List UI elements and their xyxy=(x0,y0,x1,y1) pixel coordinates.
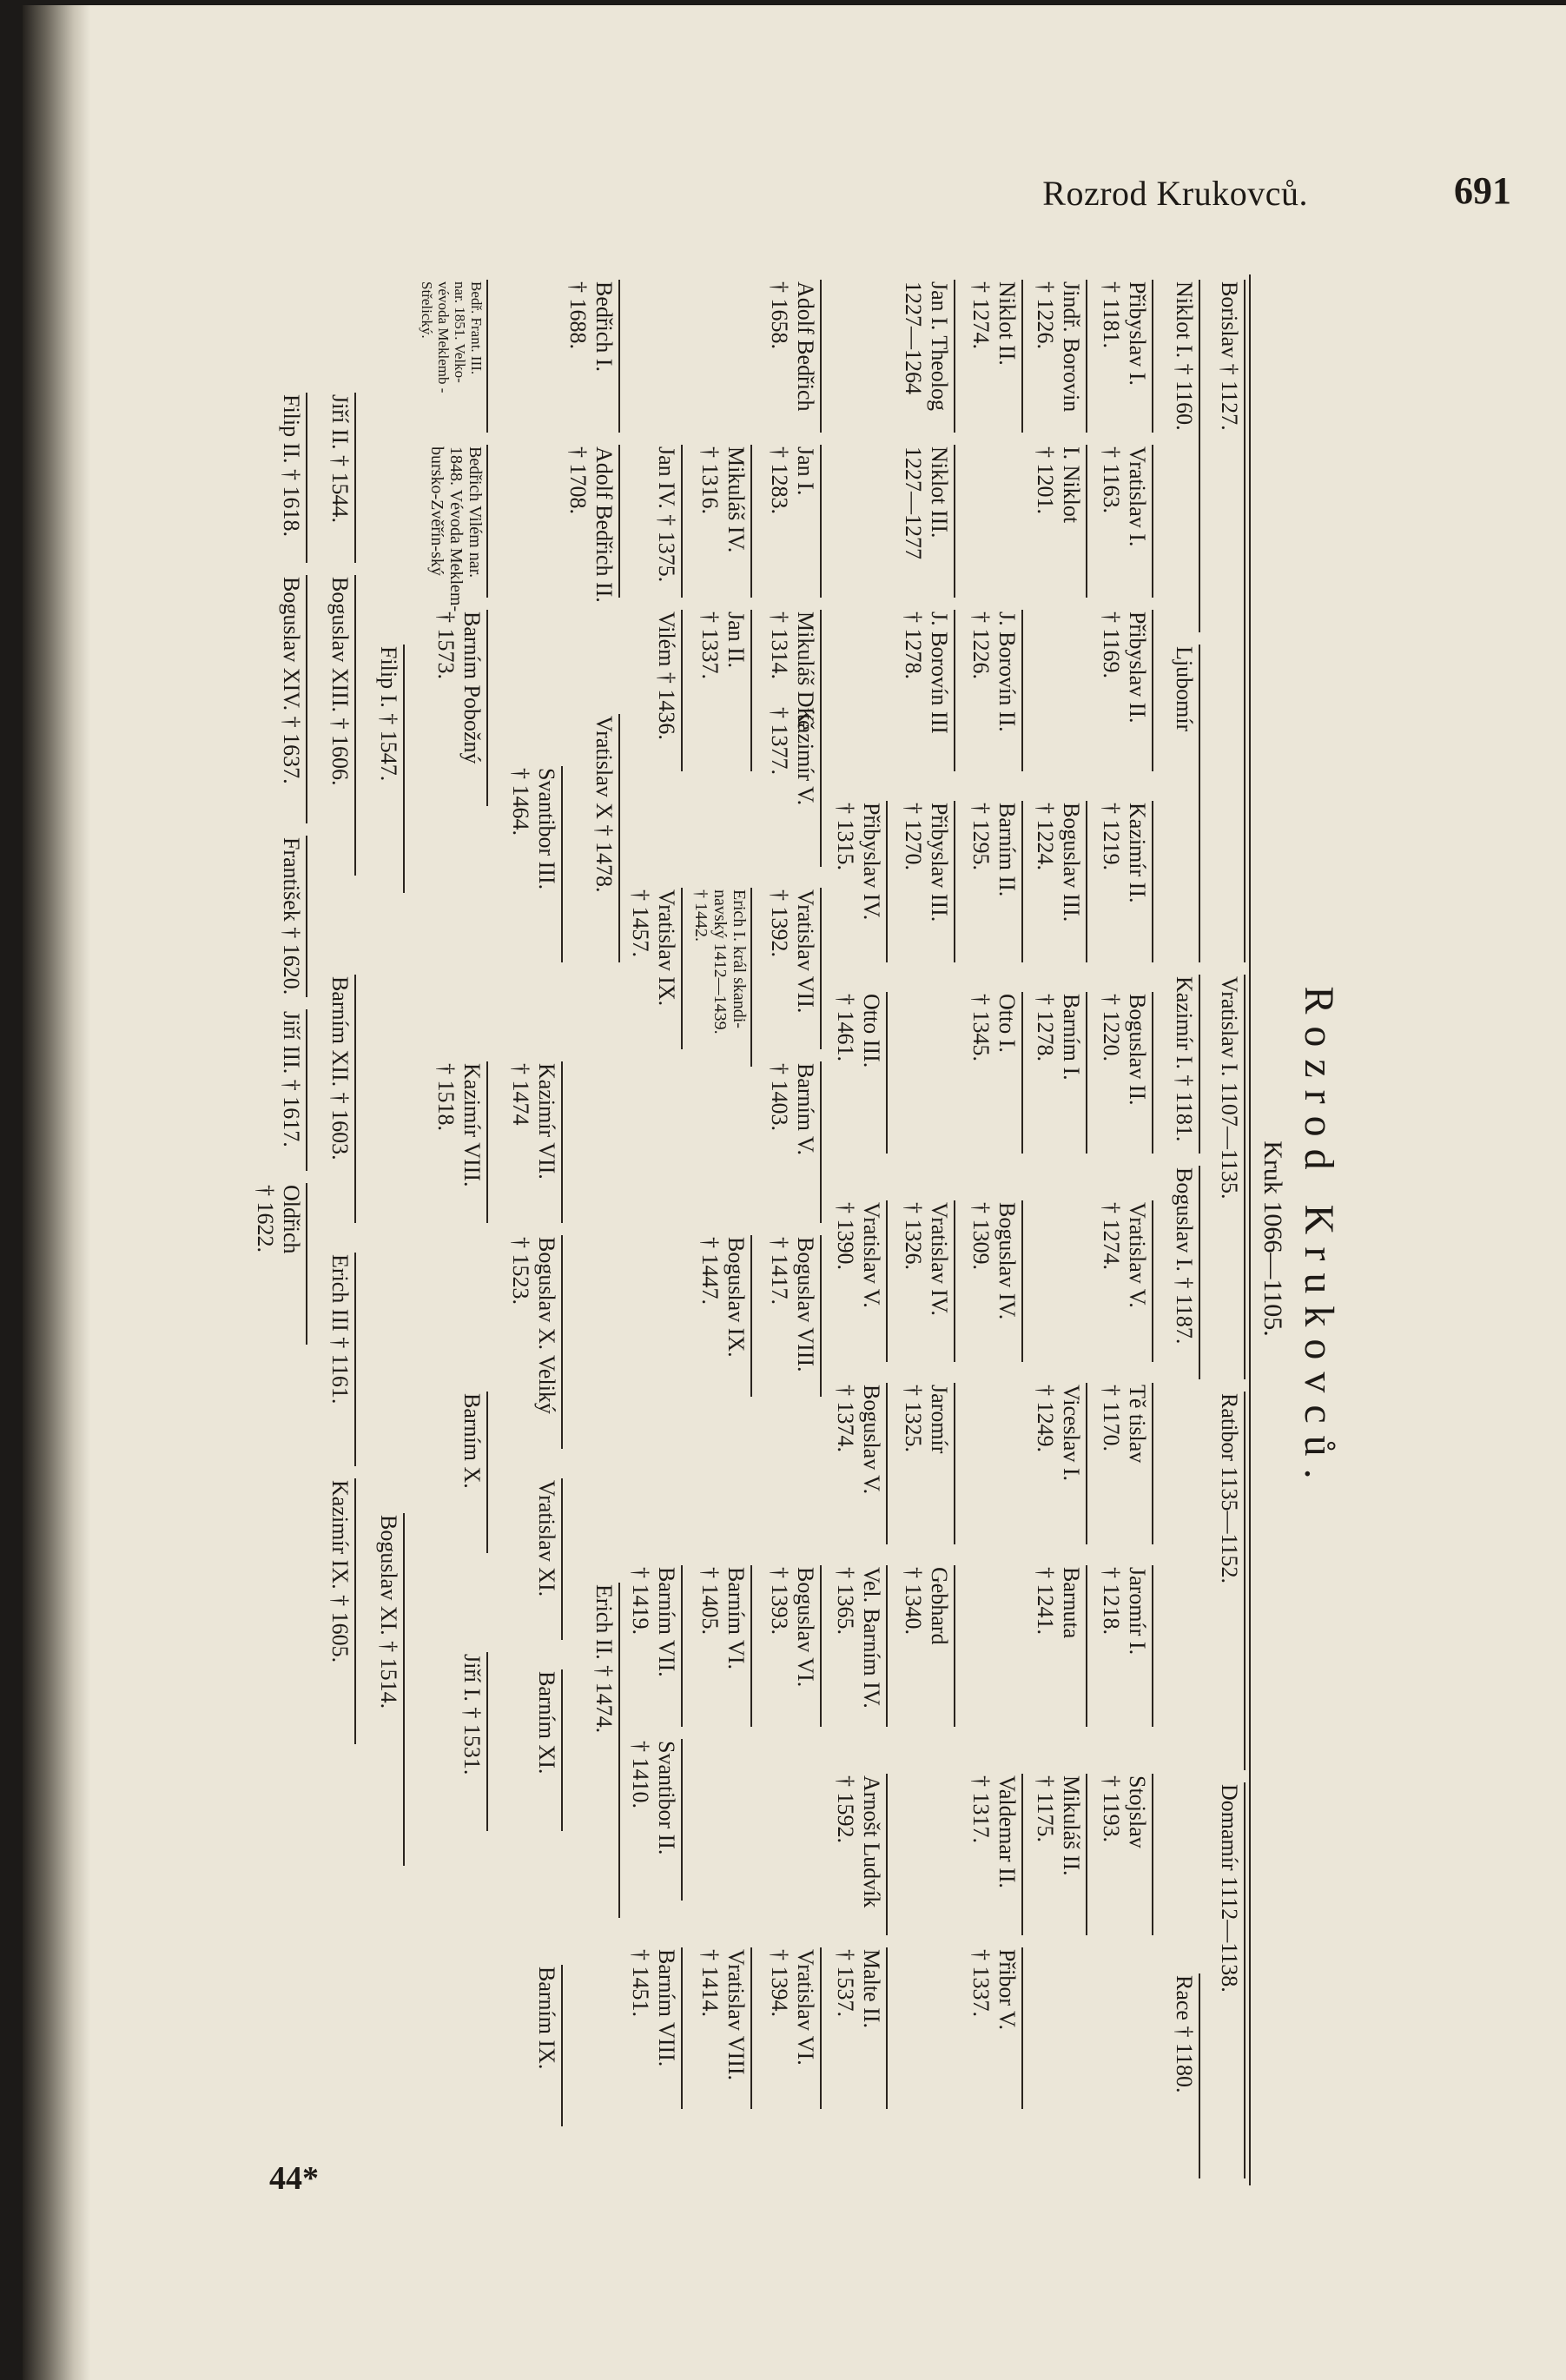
bracket-rule xyxy=(820,1061,822,1223)
person-entry: Barnuta † 1241. xyxy=(1033,1567,1084,1639)
person-entry: Boguslav V. † 1374. xyxy=(833,1385,884,1495)
bracket-rule xyxy=(354,1253,356,1466)
bracket-rule xyxy=(486,445,488,598)
person-entry: Vratislav VI. † 1394. xyxy=(767,1949,818,2066)
bracket-rule xyxy=(1244,1392,1246,1770)
person-entry: Mikuláš II. † 1175. xyxy=(1033,1775,1084,1876)
person-entry: Otto I. † 1345. xyxy=(968,994,1020,1061)
bracket-rule xyxy=(1152,1774,1153,1935)
person-entry: Kazimír VII. † 1474 xyxy=(508,1063,559,1180)
person-entry: Barním V. † 1403. xyxy=(767,1063,818,1155)
person-entry: Ratibor 1135—1152. xyxy=(1217,1393,1242,1584)
person-entry: Vratislav V. † 1274. xyxy=(1099,1202,1150,1308)
bracket-rule xyxy=(820,1235,822,1397)
bracket-rule xyxy=(1199,280,1200,632)
bracket-rule xyxy=(1021,280,1023,433)
person-entry: Přibyslav IV. † 1315. xyxy=(833,803,884,921)
person-entry: Bedř. Frant. III. nar. 1851. Velko- vévoda Meklemb - Střelický. xyxy=(419,281,485,393)
bracket-rule xyxy=(954,1565,955,1727)
person-entry: Vratislav VII. † 1392. xyxy=(767,889,818,1014)
bracket-rule xyxy=(403,645,405,893)
person-entry: Boguslav III. † 1224. xyxy=(1033,803,1084,922)
person-entry: Boguslav VIII. † 1417. xyxy=(767,1237,818,1372)
person-entry: Přibyslav II. † 1169. xyxy=(1099,612,1150,724)
person-entry: Boguslav IX. † 1447. xyxy=(697,1237,749,1358)
bracket-rule xyxy=(1021,1947,1023,2109)
bracket-rule xyxy=(1021,1774,1023,1935)
person-entry: Jaromír † 1325. xyxy=(901,1385,952,1454)
signature-mark: 44* xyxy=(269,2160,319,2197)
person-entry: František † 1620. xyxy=(279,837,304,995)
bracket-rule xyxy=(561,1061,563,1223)
bracket-rule xyxy=(750,610,752,771)
person-entry: Barním XI. xyxy=(534,1671,559,1775)
bracket-rule xyxy=(1086,1774,1087,1935)
person-entry: Jaromír I. † 1218. xyxy=(1099,1567,1150,1656)
person-entry: Svantibor II. † 1410. xyxy=(628,1741,679,1855)
bracket-rule xyxy=(886,1200,888,1362)
bracket-rule xyxy=(618,445,620,598)
bracket-rule xyxy=(486,610,488,806)
person-entry: Race † 1180. xyxy=(1172,1975,1197,2093)
bracket-rule xyxy=(1199,975,1200,1154)
person-entry: Kazimír VIII. † 1518. xyxy=(433,1063,485,1187)
book-spine-shadow xyxy=(23,5,90,2380)
person-entry: Jiří III. † 1617. xyxy=(279,1011,304,1147)
person-entry: Jan I. Theolog 1227—1264 xyxy=(901,281,952,411)
bracket-rule xyxy=(1021,801,1023,962)
person-entry: Barním XII. † 1603. xyxy=(327,976,353,1160)
bracket-rule xyxy=(1021,992,1023,1154)
bracket-rule xyxy=(486,1392,488,1553)
bracket-rule xyxy=(1021,1200,1023,1362)
person-entry: Boguslav X. Veliký † 1523. xyxy=(508,1237,559,1414)
person-entry: Vratislav XI. xyxy=(534,1480,559,1597)
person-entry: Přibyslav I. † 1181. xyxy=(1099,281,1150,386)
person-entry: Barním VI. † 1405. xyxy=(697,1567,749,1669)
founder: Kruk 1066—1105. xyxy=(1259,1140,1287,1337)
person-entry: Vratislav IX. † 1457. xyxy=(628,889,679,1007)
person-entry: Vilém † 1436. xyxy=(654,612,679,740)
person-entry: Mikuláš Dítě † 1314. xyxy=(767,612,818,731)
person-entry: Otto III. † 1461. xyxy=(833,994,884,1068)
person-entry: Arnošt Ludvík † 1592. xyxy=(833,1775,884,1908)
bracket-rule xyxy=(1152,992,1153,1154)
person-entry: Přibyslav III. † 1270. xyxy=(901,803,952,922)
page-number: 691 xyxy=(1454,169,1511,212)
bracket-rule xyxy=(486,1061,488,1223)
bracket-rule xyxy=(1086,1565,1087,1727)
bracket-rule xyxy=(1152,445,1153,598)
person-entry: J. Borovín III † 1278. xyxy=(901,612,952,734)
bracket-rule xyxy=(886,1383,888,1544)
bracket-rule xyxy=(820,1565,822,1727)
bracket-rule xyxy=(1086,1383,1087,1544)
bracket-rule xyxy=(886,801,888,962)
bracket-rule xyxy=(306,1009,307,1171)
bracket-rule xyxy=(886,992,888,1154)
bracket-rule xyxy=(354,575,356,876)
person-entry: Adolf Bedřich II. † 1708. xyxy=(565,446,617,603)
bracket-rule xyxy=(750,445,752,598)
bracket-rule xyxy=(1152,1565,1153,1727)
bracket-rule xyxy=(561,1669,563,1831)
person-entry: Malte II. † 1537. xyxy=(833,1949,884,2028)
bracket-rule xyxy=(618,280,620,433)
bracket-rule xyxy=(750,888,752,1067)
person-entry: Vratislav I. 1107—1135. xyxy=(1217,976,1242,1200)
running-title: Rozrod Krukovců. xyxy=(1042,174,1308,213)
bracket-rule xyxy=(954,280,955,433)
bracket-rule xyxy=(1244,1782,1246,2178)
person-entry: Erich III † 1161. xyxy=(327,1254,353,1405)
founder-rule xyxy=(1249,274,1251,2185)
bracket-rule xyxy=(820,1947,822,2109)
bracket-rule xyxy=(954,445,955,598)
person-entry: Jiří I. † 1531. xyxy=(459,1654,485,1775)
bracket-rule xyxy=(1244,975,1246,1379)
bracket-rule xyxy=(306,836,307,997)
person-entry: Domamír 1112—1138. xyxy=(1217,1784,1242,1993)
bracket-rule xyxy=(618,1583,620,1918)
person-entry: Jiří II. † 1544. xyxy=(327,394,353,524)
person-entry: Erich II. † 1474. xyxy=(591,1584,617,1734)
person-entry: Adolf Bedřich † 1658. xyxy=(767,281,818,412)
bracket-rule xyxy=(1152,1200,1153,1362)
person-entry: Vratislav I. † 1163. xyxy=(1099,446,1150,547)
person-entry: Barním VII. † 1419. xyxy=(628,1567,679,1677)
bracket-rule xyxy=(561,1235,563,1449)
bracket-rule xyxy=(1086,801,1087,962)
person-entry: Niklot III. 1227—1277 xyxy=(901,446,952,559)
person-entry: Barním II. † 1295. xyxy=(968,803,1020,897)
bracket-rule xyxy=(681,1565,683,1727)
bracket-rule xyxy=(354,1478,356,1744)
person-entry: Jan IV. † 1375. xyxy=(654,446,679,583)
bracket-rule xyxy=(306,575,307,823)
person-entry: Niklot II. † 1274. xyxy=(968,281,1020,366)
person-entry: Filip I. † 1547. xyxy=(376,646,401,782)
bracket-rule xyxy=(954,1383,955,1544)
bracket-rule xyxy=(954,801,955,962)
person-entry: Tě tislav † 1170. xyxy=(1099,1385,1150,1464)
person-entry: Barním I. † 1278. xyxy=(1033,994,1084,1081)
bracket-rule xyxy=(354,975,356,1223)
book-page xyxy=(23,5,1566,2380)
person-entry: Barním IX. xyxy=(534,1967,559,2070)
bracket-rule xyxy=(1152,1383,1153,1544)
bracket-rule xyxy=(354,393,356,563)
person-entry: Vratislav VIII. † 1414. xyxy=(697,1949,749,2081)
bracket-rule xyxy=(886,1774,888,1935)
person-entry: Jindř. Borovin † 1226. xyxy=(1033,281,1084,413)
bracket-rule xyxy=(618,714,620,962)
bracket-rule xyxy=(561,766,563,962)
person-entry: Barním X. xyxy=(459,1393,485,1489)
bracket-rule xyxy=(750,1565,752,1727)
bracket-rule xyxy=(681,610,683,771)
bracket-rule xyxy=(1152,801,1153,962)
bracket-rule xyxy=(1199,1166,1200,1379)
person-entry: Borislav † 1127. xyxy=(1217,281,1242,431)
bracket-rule xyxy=(954,610,955,771)
person-entry: Boguslav IV. † 1309. xyxy=(968,1202,1020,1320)
person-entry: Valdemar II. † 1317. xyxy=(968,1775,1020,1888)
bracket-rule xyxy=(1021,610,1023,771)
genealogy-table xyxy=(196,274,1343,2203)
person-entry: Kazimír II. † 1219. xyxy=(1099,803,1150,903)
bracket-rule xyxy=(1086,280,1087,433)
person-entry: Niklot I. † 1160. xyxy=(1172,281,1197,431)
bracket-rule xyxy=(886,1947,888,2109)
bracket-rule xyxy=(1199,645,1200,962)
person-entry: I. Niklot † 1201. xyxy=(1033,446,1084,524)
bracket-rule xyxy=(1086,992,1087,1154)
person-entry: Kazimír IX. † 1605. xyxy=(327,1480,353,1663)
bracket-rule xyxy=(306,1183,307,1345)
bracket-rule xyxy=(561,1965,563,2126)
bracket-rule xyxy=(750,1235,752,1397)
bracket-rule xyxy=(681,1739,683,1901)
person-entry: Kazimír I. † 1181. xyxy=(1172,976,1197,1142)
person-entry: Viceslav I. † 1249. xyxy=(1033,1385,1084,1482)
bracket-rule xyxy=(1244,280,1246,962)
person-entry: Boguslav XIII. † 1606. xyxy=(327,577,353,786)
person-entry: Jan I. † 1283. xyxy=(767,446,818,514)
person-entry: Přibor V. † 1337. xyxy=(968,1949,1020,2030)
bracket-rule xyxy=(1199,1973,1200,2178)
bracket-rule xyxy=(486,1652,488,1831)
person-entry: Vratislav IV. † 1326. xyxy=(901,1202,952,1316)
bracket-rule xyxy=(820,280,822,433)
person-entry: Svantibor III. † 1464. xyxy=(508,768,559,890)
bracket-rule xyxy=(403,1513,405,1866)
person-entry: Mikuláš IV. † 1316. xyxy=(697,446,749,553)
person-entry: Stojslav † 1193. xyxy=(1099,1775,1150,1848)
bracket-rule xyxy=(681,888,683,1049)
person-entry: Boguslav I. † 1187. xyxy=(1172,1167,1197,1345)
person-entry: Barním Pobožný † 1573. xyxy=(433,612,485,764)
bracket-rule xyxy=(486,280,488,433)
bracket-rule xyxy=(954,1200,955,1362)
bracket-rule xyxy=(820,705,822,867)
person-entry: J. Borovín II. † 1226. xyxy=(968,612,1020,732)
person-entry: Jan II. † 1337. xyxy=(697,612,749,679)
bracket-rule xyxy=(750,1947,752,2109)
person-entry: Ljubomír xyxy=(1172,646,1197,732)
person-entry: Boguslav VI. † 1393. xyxy=(767,1567,818,1688)
person-entry: Gebhard † 1340. xyxy=(901,1567,952,1645)
bracket-rule xyxy=(1152,280,1153,433)
person-entry: Bedřich Vilém nar. 1848. Vévoda Meklem- bursko-Zvěřín-ský xyxy=(427,446,485,612)
bracket-rule xyxy=(820,888,822,1049)
person-entry: Kazimír V. † 1377. xyxy=(767,707,818,806)
person-entry: Boguslav II. † 1220. xyxy=(1099,994,1150,1106)
bracket-rule xyxy=(1152,610,1153,771)
person-entry: Vratislav X † 1478. xyxy=(591,716,617,893)
person-entry: Oldřich † 1622. xyxy=(253,1185,304,1254)
person-entry: Boguslav XI. † 1514. xyxy=(376,1515,401,1709)
bracket-rule xyxy=(306,393,307,563)
person-entry: Boguslav XIV. † 1637. xyxy=(279,577,304,784)
person-entry: Barním VIII. † 1451. xyxy=(628,1949,679,2067)
bracket-rule xyxy=(561,1478,563,1640)
person-entry: Bedřich I. † 1688. xyxy=(565,281,617,372)
bracket-rule xyxy=(681,445,683,598)
person-entry: Filip II. † 1618. xyxy=(279,394,304,537)
bracket-rule xyxy=(886,1565,888,1727)
person-entry: Vel. Barním IV. † 1365. xyxy=(833,1567,884,1709)
person-entry: Erich I. král skandi- navský 1412—1439. † 1442. xyxy=(691,889,749,1035)
bracket-rule xyxy=(820,445,822,598)
table-title: Rozrod Krukovců. xyxy=(1296,986,1342,1491)
bracket-rule xyxy=(1086,445,1087,598)
bracket-rule xyxy=(681,1947,683,2109)
person-entry: Vratislav V. † 1390. xyxy=(833,1202,884,1308)
